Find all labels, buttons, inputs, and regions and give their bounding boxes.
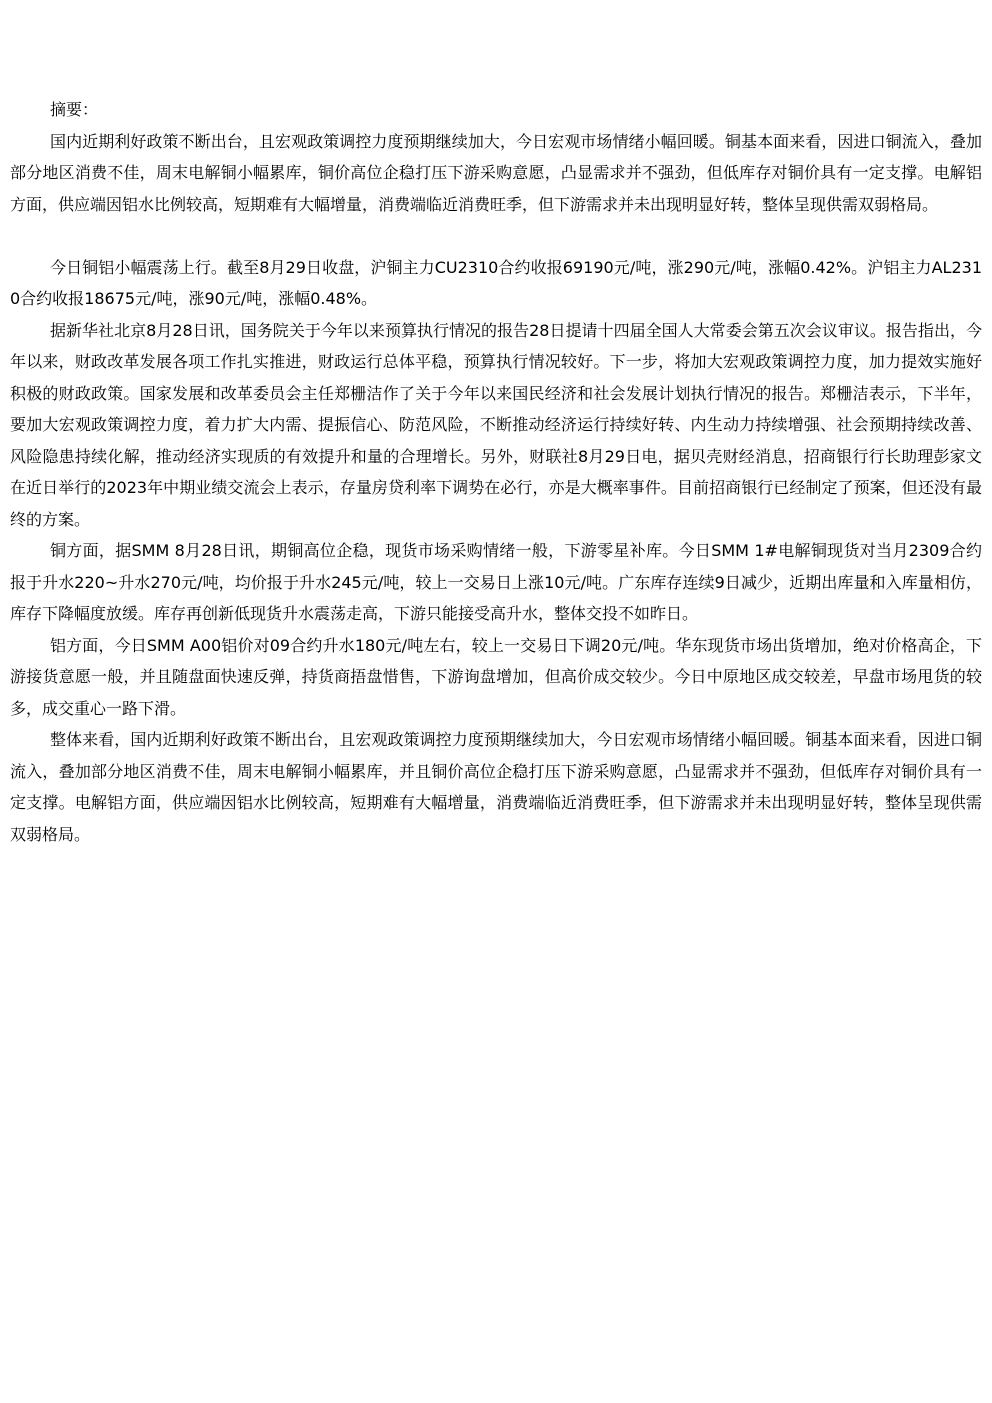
paragraph-gap xyxy=(10,220,982,252)
paragraph-aluminum: 铝方面，今日SMM A00铝价对09合约升水180元/吨左右，较上一交易日下调20元/吨。华东现货市场出货增加，绝对价格高企，下游接货意愿一般，并且随盘面快速反弹，持货商捂盘惜售，下游询盘增加，但高价成交较少。今日中原地区成交较差，早盘市场甩货的较多，成交重心一路下滑。 xyxy=(10,635,982,718)
summary-paragraph: 国内近期利好政策不断出台，且宏观政策调控力度预期继续加大，今日宏观市场情绪小幅回暖。铜基本面来看，因进口铜流入，叠加部分地区消费不佳，周末电解铜小幅累库，铜价高位企稳打压下游采购意愿，凸显需求并不强劲，但低库存对铜价具有一定支撑。电解铝方面，供应端因铝水比例较高，短期难有大幅增量，消费端临近消费旺季，但下游需求并未出现明显好转，整体呈现供需双弱格局。 xyxy=(10,131,982,214)
paragraph-copper: 铜方面，据SMM 8月28日讯，期铜高位企稳，现货市场采购情绪一般，下游零星补库。今日SMM 1#电解铜现货对当月2309合约报于升水220~升水270元/吨，均价报于升水245元/吨，较上一交易日上涨10元/吨。广东库存连续9日减少，近期出库量和入库量相仿，库存下降幅度放缓。库存再创新低现货升水震荡走高，下游只能接受高升水，整体交投不如昨日。 xyxy=(10,541,982,623)
document-body xyxy=(10,94,982,850)
paragraph-market-close: 今日铜铝小幅震荡上行。截至8月29日收盘，沪铜主力CU2310合约收报69190元/吨，涨290元/吨，涨幅0.42%。沪铝主力AL2310合约收报18675元/吨，涨90元/吨，涨幅0.48%。 xyxy=(10,257,982,308)
summary-heading: 摘要： xyxy=(50,100,99,119)
paragraph-conclusion: 整体来看，国内近期利好政策不断出台，且宏观政策调控力度预期继续加大，今日宏观市场情绪小幅回暖。铜基本面来看，因进口铜流入，叠加部分地区消费不佳，周末电解铜小幅累库，并且铜价高位企稳打压下游采购意愿，凸显需求并不强劲，但低库存对铜价具有一定支撑。电解铝方面，供应端因铝水比例较高，短期难有大幅增量，消费端临近消费旺季，但下游需求并未出现明显好转，整体呈现供需双弱格局。 xyxy=(10,730,982,844)
paragraph-macro-news: 据新华社北京8月28日讯，国务院关于今年以来预算执行情况的报告28日提请十四届全国人大常委会第五次会议审议。报告指出，今年以来，财政改革发展各项工作扎实推进，财政运行总体平稳，预算执行情况较好。下一步，将加大宏观政策调控力度，加力提效实施好积极的财政政策。国家发展和改革委员会主任郑栅洁作了关于今年以来国民经济和社会发展计划执行情况的报告。郑栅洁表示，下半年，要加大宏观政策调控力度，着力扩大内需、提振信心、防范风险，不断推动经济运行持续好转、内生动力持续增强、社会预期持续改善、风险隐患持续化解，推动经济实现质的有效提升和量的合理增长。另外，财联社8月29日电，据贝壳财经消息，招商银行行长助理彭家文在近日举行的2023年中期业绩交流会上表示，存量房贷利率下调势在必行，亦是大概率事件。目前招商银行已经制定了预案，但还没有最终的方案。 xyxy=(10,320,982,529)
